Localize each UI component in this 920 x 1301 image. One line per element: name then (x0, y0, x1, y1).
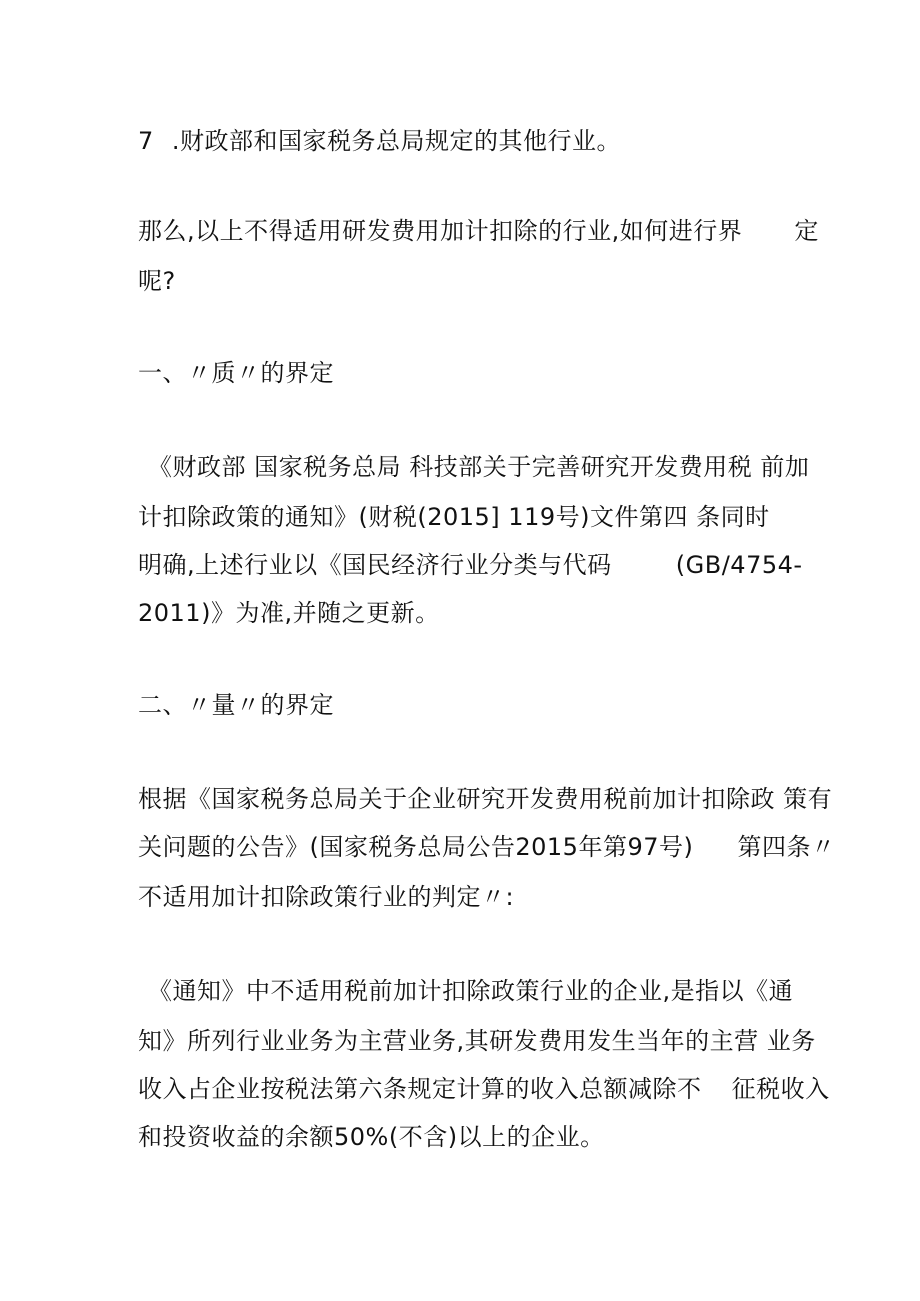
question-line-2: 呢? (138, 267, 176, 295)
section-1-line-3 (138, 548, 803, 582)
question-text-1-end: 定 (794, 217, 819, 245)
item-7-text: .财政部和国家税务总局规定的其他行业。 (171, 127, 622, 155)
section-1-heading: 一、〃质〃的界定 (138, 359, 334, 387)
section-2-line-1: 根据《国家税务总局关于企业研究开发费用税前加计扣除政 策有 (138, 785, 833, 813)
section-1-line-2: 计扣除政策的通知》(财税(2015] 119号)文件第四 条同时 (138, 503, 770, 531)
question-text-1: 那么,以上不得适用研发费用加计扣除的行业,如何进行界 (138, 217, 743, 245)
item-7-number: 7 (138, 127, 154, 155)
notice-line-3-end: 征税收入 (731, 1075, 830, 1103)
section-2-line-2 (138, 830, 835, 864)
section-2-line-3: 不适用加计扣除政策行业的判定〃: (138, 883, 515, 911)
section-1-standard-code: (GB/4754- (675, 551, 803, 579)
item-7-paragraph (138, 124, 621, 158)
section-2-line-2-text: 关问题的公告》(国家税务总局公告2015年第97号) (138, 833, 694, 861)
section-1-line-1: 《财政部 国家税务总局 科技部关于完善研究开发费用税 前加 (148, 453, 810, 481)
notice-line-1: 《通知》中不适用税前加计扣除政策行业的企业,是指以《通 (148, 977, 794, 1005)
section-1-line-4: 2011)》为准,并随之更新。 (138, 599, 440, 627)
section-2-line-2-end: 第四条〃 (737, 833, 836, 861)
notice-line-3 (138, 1072, 830, 1106)
question-line-1 (138, 214, 819, 248)
notice-line-3-text: 收入占企业按税法第六条规定计算的收入总额减除不 (138, 1075, 702, 1103)
notice-line-4: 和投资收益的余额50%(不含)以上的企业。 (138, 1123, 605, 1151)
section-1-line-3-text: 明确,上述行业以《国民经济行业分类与代码 (138, 551, 612, 579)
notice-line-2: 知》所列行业业务为主营业务,其研发费用发生当年的主营 业务 (138, 1027, 816, 1055)
section-2-heading: 二、〃量〃的界定 (138, 691, 334, 719)
